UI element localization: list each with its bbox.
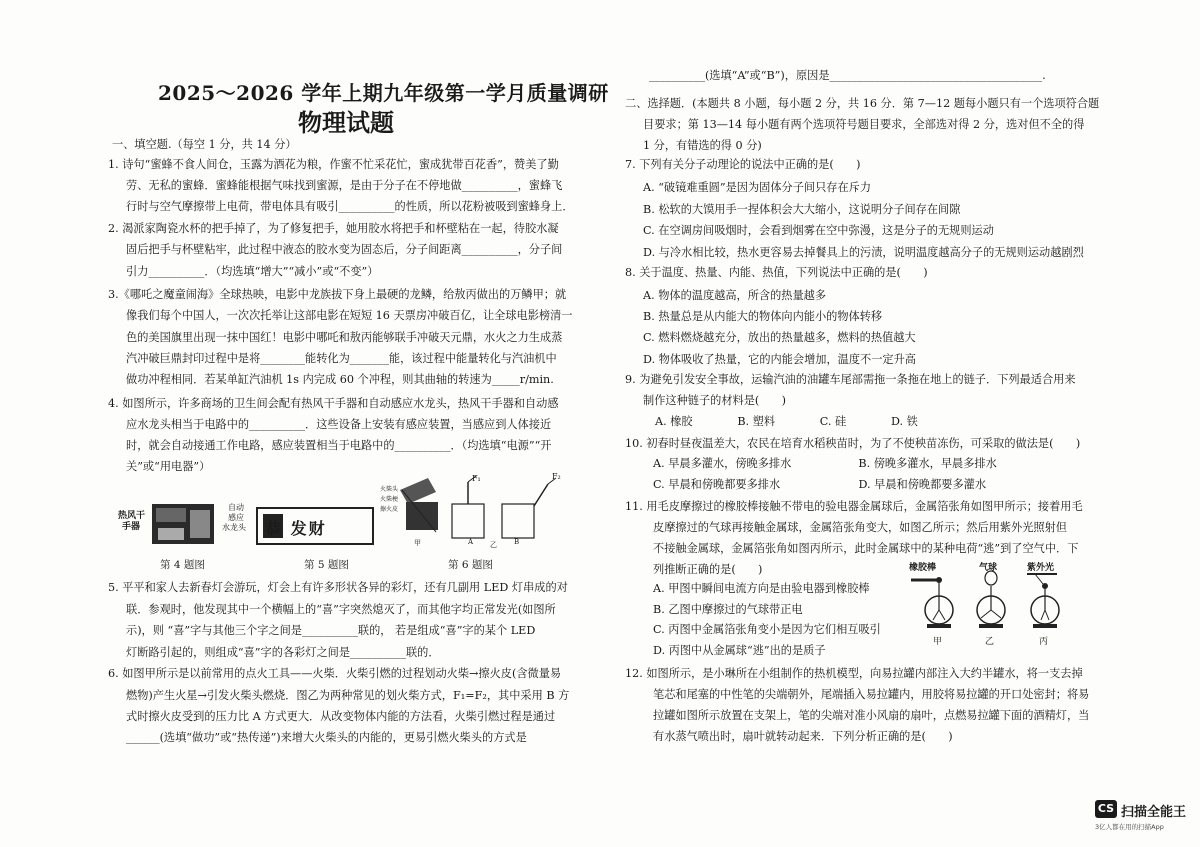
right-text-line: 二、选择题．(本题共 8 小题，每小题 2 分，共 16 分．第 7—12 题每小题只有一个选项符合题 [625, 97, 1100, 110]
right-text-line: 拉罐如图所示放置在支架上，笔的尖端对准小风扇的扇叶，点燃易拉罐下面的酒精灯，当 [653, 709, 1090, 722]
fig11-label-bing: 丙 [1039, 637, 1049, 647]
camscanner-name: 扫描全能王 [1121, 805, 1187, 820]
left-text-line: 行时与空气摩擦带上电荷，带电体具有吸引__________的性质，所以花粉被吸到蜜蜂身上． [126, 200, 574, 213]
right-text-line: C. 早晨和傍晚都要多排水 D. 早晨和傍晚都要多灌水 [653, 478, 987, 491]
right-text-line: A. 甲图中瞬间电流方向是由验电器到橡胶棒 [653, 582, 870, 595]
right-text-line: 8. 关于温度、热量、内能、热值，下列说法中正确的是( ) [625, 266, 928, 279]
caption-fig4: 第 4 题图 [160, 559, 205, 571]
right-text-line: A. 橡胶 B. 塑料 C. 硅 D. 铁 [655, 415, 918, 428]
right-text-line: A. “破镜难重圆”是因为固体分子间只存在斥力 [643, 181, 872, 194]
right-text-line: 10. 初春时昼夜温差大，农民在培育水稻秧苗时，为了不使秧苗冻伤，可采取的做法是( ) [625, 437, 1081, 450]
fig6-jia: 甲 [414, 539, 421, 547]
left-text-line: 像我们每个中国人，一次次托举让这部电影在短短 16 天票房冲破百亿，让全球电影榜清一 [126, 309, 573, 322]
right-text-line: D. 与冷水相比较，热水更容易去掉餐具上的污渍，说明温度越高分子的无规则运动越剧烈 [643, 246, 1084, 259]
right-text-line: 皮摩擦过的气球再接触金属球，金属箔张角变大，如图乙所示；然后用紫外光照射但 [653, 521, 1067, 534]
left-text-line: 4. 如图所示，许多商场的卫生间会配有热风干手器和自动感应水龙头，热风干手器和自动感 [108, 397, 559, 410]
right-text-line: B. 松软的大馍用手一捏体积会大大缩小，这说明分子间存在间隙 [643, 203, 961, 216]
caption-fig5: 第 5 题图 [304, 559, 349, 571]
fig6-yi: 乙 [490, 541, 497, 549]
fig11-label-yi: 乙 [985, 637, 995, 647]
left-text-line: 联．参观时，他发现其中一个横幅上的“喜”字突然熄灭了，而其他字均正常发光(如图所 [126, 603, 556, 616]
right-text-line: 不接触金属球，金属箔张角如图丙所示，此时金属球中的某种电荷“逃”到了空气中．下 [653, 542, 1079, 555]
fig6-f2: F₂ [552, 472, 561, 481]
left-text-line: 3.《哪吒之魔童闹海》全球热映，电影中龙族拔下身上最硬的龙鳞，给敖丙做出的万鳞甲；就 [108, 288, 567, 301]
left-text-line: 式时擦火皮受到的压力比 A 方式更大．从改变物体内能的方法看，火柴引燃过程是通过 [126, 710, 556, 723]
right-text-line: A. 物体的温度越高，所含的热量越多 [643, 289, 827, 302]
right-text-line: 有水蒸气喷出时，扇叶就转动起来．下列分析正确的是( ) [653, 730, 953, 743]
matchbox-a [452, 476, 484, 538]
right-text-line: D. 丙图中从金属球“逃”出的是质子 [653, 644, 826, 657]
left-text-line: 固后把手与杯壁粘牢，此过程中液态的胶水变为固态后，分子间距离__________，分子间 [126, 243, 563, 256]
right-text-line: 制作这种链子的材料是( ) [643, 394, 786, 407]
left-text-line: 5. 平平和家人去新春灯会游玩，灯会上有许多形状各异的彩灯，还有几副用 LED 灯串成的对 [108, 581, 568, 594]
right-text-line: B. 热量总是从内能大的物体向内能小的物体转移 [643, 310, 883, 323]
right-text-line: C. 丙图中金属箔张角变小是因为它们相互吸引 [653, 623, 881, 636]
figure-4 [116, 498, 246, 550]
matchbox-b [502, 478, 556, 538]
fig11-label-uv: 紫外光 [1027, 563, 1055, 573]
left-text-line: 6. 如图甲所示是以前常用的点火工具——火柴．火柴引燃的过程划动火柴→擦火皮(含微量易 [108, 667, 562, 680]
electroscope-bing [1027, 574, 1059, 628]
fig11-label-balloon: 气球 [979, 563, 998, 573]
fig11-label-rod: 橡胶棒 [909, 563, 937, 573]
right-text-line: 11. 用毛皮摩擦过的橡胶棒接触不带电的验电器金属球后，金属箔张角如图甲所示；接着用毛 [625, 500, 1083, 513]
fig4-label-auto-3: 水龙头 [222, 523, 246, 532]
fig4-label-dryer-1: 热风干 [118, 511, 146, 521]
left-text-line: 色的美国旗里出现一抹中国红！电影中哪吒和敖丙能够联手冲破天元鼎，水火之力生成蒸 [126, 331, 563, 344]
right-text-line: C. 燃料燃烧越充分，放出的热量越多，燃料的热值越大 [643, 331, 916, 344]
fig5-banner-text: 恭 发财 [265, 519, 327, 538]
left-text-line: ______(选填“做功”或“热传递”)来增大火柴头的内能的，更易引燃火柴头的方式是 [126, 731, 527, 744]
figure-6 [380, 472, 565, 552]
exam-title: 2025～2026 学年上期九年级第一学月质量调研 [158, 81, 609, 105]
right-text-line: __________(选填“A”或“B”)，原因是______________________________________. [649, 69, 1046, 82]
right-text-line: C. 在空调房间吸烟时，会看到烟雾在空中弥漫，这是分子的无规则运动 [643, 224, 994, 237]
right-text-line: A. 早晨多灌水，傍晚多排水 B. 傍晚多灌水，早晨多排水 [653, 457, 997, 470]
exam-subtitle: 物理试题 [298, 108, 394, 137]
left-text-line: 1. 诗句“蜜蜂不食人间仓，玉露为酒花为粮，作蜜不忙采花忙，蜜成犹带百花香”，赞美了勤 [108, 158, 559, 171]
right-text-line: B. 乙图中摩擦过的气球带正电 [653, 603, 803, 616]
left-text-line: 2. 渴派家陶瓷水杯的把手掉了，为了修复把手，她用胶水将把手和杯壁粘在一起，待胶水凝 [108, 222, 559, 235]
right-text-line: 笔芯和尾塞的中性笔的尖端朝外，尾端插入易拉罐内，用胶将易拉罐的开口处密封；将易 [653, 688, 1090, 701]
left-text-line: 时，就会自动接通工作电路，感应装置相当于电路中的__________．（均选填“电源”“开 [126, 439, 552, 452]
right-text-line: 7. 下列有关分子动理论的说法中正确的是( ) [625, 158, 861, 171]
right-text-line: 12. 如图所示，是小琳所在小组制作的热机模型，向易拉罐内部注入大约半罐水，将一支去掉 [625, 667, 1083, 680]
fig6-b: B [514, 538, 520, 546]
left-text-line: 引力__________．（均选填“增大”“减小”或“不变”） [126, 265, 379, 278]
right-text-line: 目要求；第 13—14 每小题有两个选项符号题目要求，全部选对得 2 分，选对但不全的得 [643, 118, 1085, 131]
fig4-label-dryer-2: 手器 [122, 522, 141, 532]
right-text-line: 9. 为避免引发安全事故，运输汽油的油罐车尾部需拖一条拖在地上的链子．下列最适合用来 [625, 373, 1076, 386]
caption-fig6: 第 6 题图 [448, 559, 493, 571]
right-text-line: 列推断正确的是( ) [653, 563, 763, 576]
left-text-line: 做功冲程相同．若某单缸汽油机 1s 内完成 60 个冲程，则其曲轴的转速为_____r/min. [126, 373, 554, 386]
figure-11 [907, 563, 1077, 652]
fig6-a: A [468, 538, 474, 546]
left-text-line: 灯断路引起的，则组成“喜”字的各彩灯之间是__________联的． [126, 646, 440, 659]
fig4-label-auto-2: 感应 [228, 513, 244, 522]
fig6-side-label-3: 擦火皮 [380, 506, 399, 513]
right-text-line: 1 分，有错选的得 0 分) [643, 139, 762, 152]
camscanner-tagline: 3亿人都在用的扫描App [1095, 823, 1164, 831]
left-text-line: 关”或“用电器”） [126, 460, 211, 473]
right-text-line: D. 物体吸收了热量，它的内能会增加，温度不一定升高 [643, 353, 916, 366]
fig4-label-auto-1: 自动 [228, 503, 244, 512]
figure-5 [255, 506, 375, 546]
matchbox-jia [400, 478, 438, 532]
left-text-line: 一、填空题.（每空 1 分，共 14 分） [112, 138, 297, 151]
fig11-label-jia: 甲 [933, 637, 943, 647]
left-text-line: 应水龙头相当于电路中的__________．这些设备上安装有感应装置，当感应到人体接近 [126, 418, 552, 431]
left-text-line: 燃物)产生火星→引发火柴头燃烧．图乙为两种常见的划火柴方式，F₁=F₂，其中采用 B 方 [126, 689, 570, 702]
fig6-side-label-1: 火柴头 [380, 486, 399, 493]
electroscope-yi [977, 571, 1005, 628]
camscanner-logo: CS [1095, 800, 1117, 818]
left-text-line: 劳、无私的蜜蜂．蜜蜂能根据气味找到蜜源，是由于分子在不停地做__________，蜜蜂飞 [126, 179, 563, 192]
fig6-f1: F₁ [472, 474, 481, 483]
left-text-line: 汽冲破巨鼎封印过程中是将________能转化为_______能，该过程中能量转化与汽油机中 [126, 352, 557, 365]
fig6-side-label-2: 火柴梗 [380, 496, 399, 503]
left-text-line: 示)，则 “喜”字与其他三个字之间是__________联的， 若是组成“喜”字的某个 LED [126, 624, 536, 637]
electroscope-jia [911, 577, 953, 628]
